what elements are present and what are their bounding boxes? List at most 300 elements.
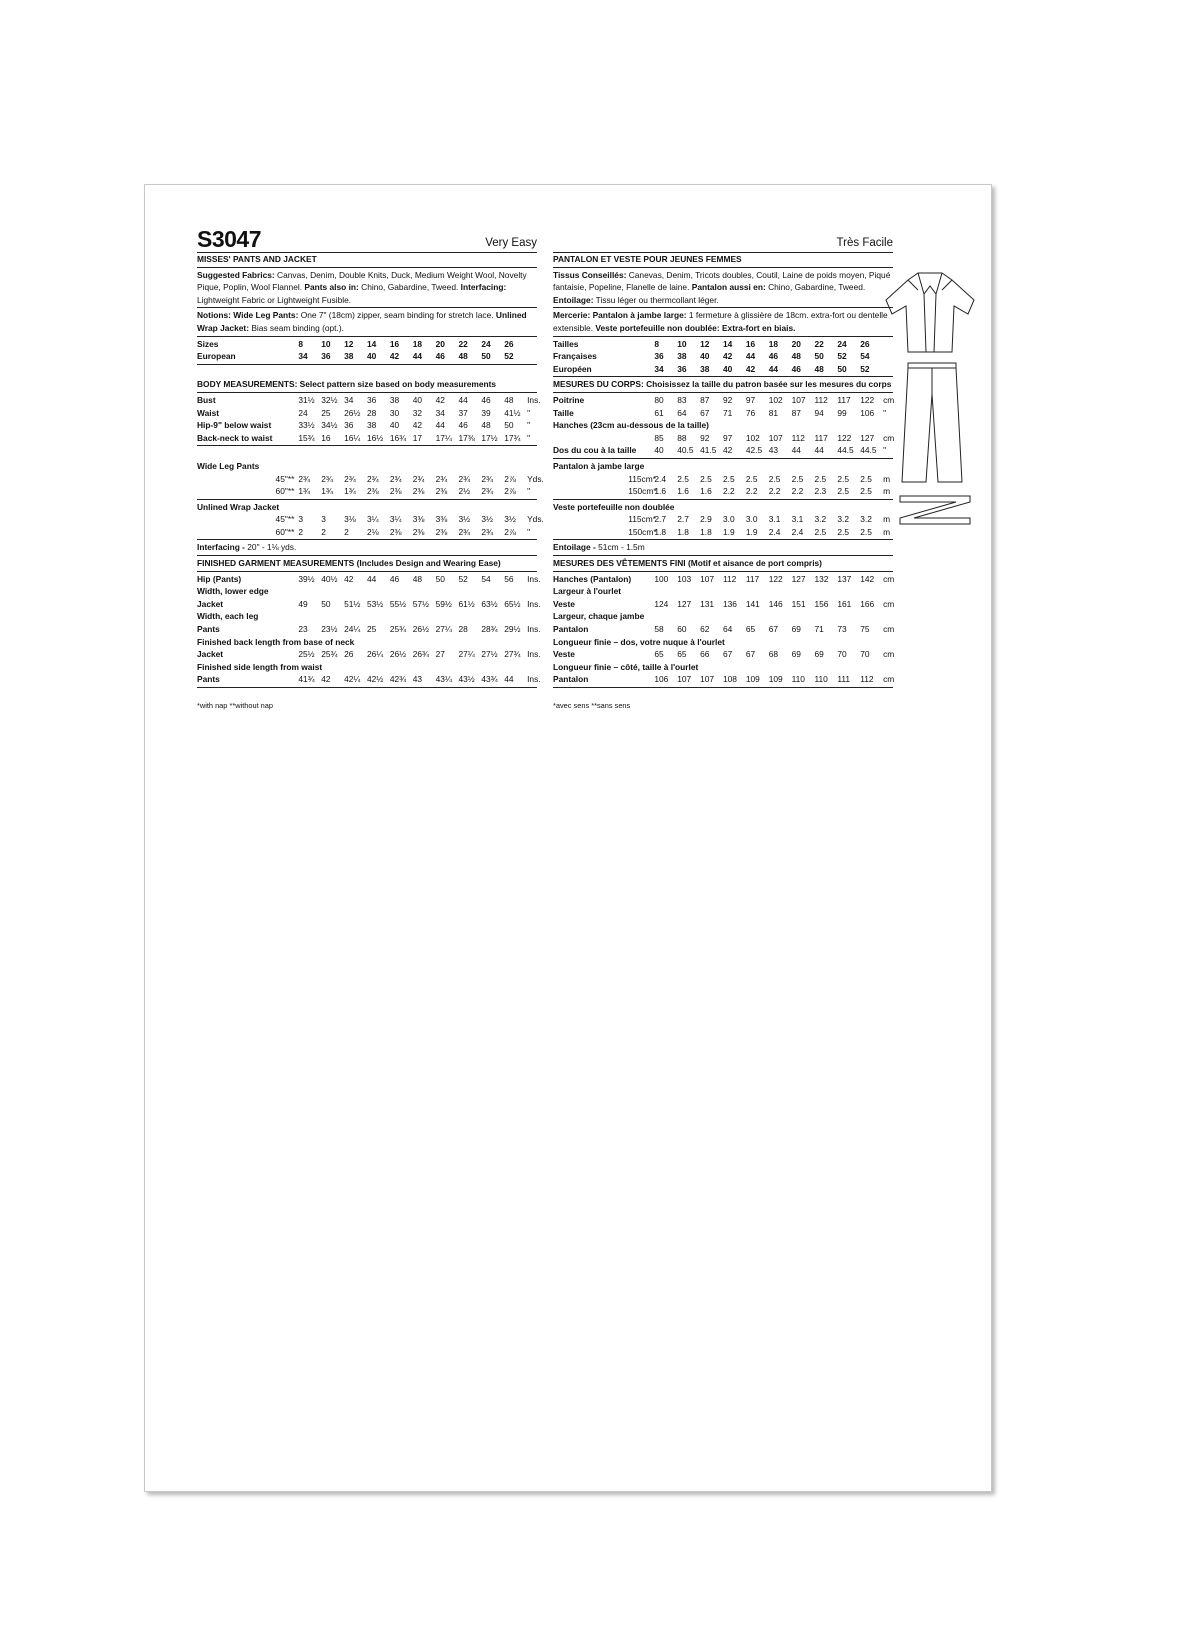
table-cell: 87: [791, 407, 801, 418]
table-row: [553, 623, 893, 636]
table-cell: ": [527, 432, 531, 443]
table-cell: 161: [837, 598, 852, 609]
table-cell: 2¾: [458, 473, 471, 484]
table-cell: [746, 610, 769, 623]
table-cell: 1.8: [677, 526, 689, 537]
table-cell: [481, 636, 504, 649]
finished-heading-en: FINISHED GARMENT MEASUREMENTS (Includes Design and Wearing Ease): [197, 558, 501, 569]
table-cell: 43¾: [481, 674, 498, 685]
table-cell: 38: [677, 351, 687, 362]
interfacing-text: Lightweight Fabric or Lightweight Fusible.: [197, 294, 352, 305]
row-label: [553, 473, 628, 486]
table-cell: [481, 661, 504, 674]
table-cell: 2¾: [298, 473, 310, 484]
table-cell: 117: [837, 394, 851, 405]
row-label: [197, 485, 272, 498]
table-cell: Ins.: [527, 394, 541, 405]
table-cell: 64: [722, 624, 733, 635]
table-cell: 43: [412, 674, 423, 685]
table-cell: [883, 585, 893, 598]
table-cell: 3.0: [722, 514, 735, 525]
table-cell: 16¾: [389, 432, 407, 443]
table-cell: 40: [700, 351, 710, 362]
table-cell: m: [883, 526, 891, 537]
table-cell: 41.5: [700, 445, 717, 456]
table-cell: [723, 610, 746, 623]
english-title-bar: [197, 225, 537, 251]
table-cell: 2.3: [814, 486, 827, 497]
table-cell: 26: [860, 338, 870, 349]
table-cell: [860, 661, 883, 674]
table-cell: [723, 636, 746, 649]
table-cell: 18: [412, 338, 423, 349]
table-cell: 34: [298, 351, 308, 362]
table-cell: 36: [677, 363, 687, 374]
table-cell: [458, 661, 481, 674]
table-cell: 26½: [389, 649, 407, 660]
belt-sketch: [900, 496, 970, 524]
table-cell: 112: [860, 674, 874, 685]
table-cell: 1¾: [298, 486, 310, 497]
table-cell: 2.5: [791, 473, 804, 484]
table-cell: 68: [768, 649, 779, 660]
table-cell: 44: [504, 674, 514, 685]
jacket-yardage-heading-fr: Veste portefeuille non doublée: [553, 501, 675, 512]
table-cell: [413, 610, 436, 623]
row-sublabel: [628, 363, 654, 376]
table-cell: 40: [654, 445, 664, 456]
table-cell: 46: [435, 351, 445, 362]
table-cell: 107: [700, 573, 715, 584]
row-sublabel: [628, 350, 654, 363]
table-cell: 16: [389, 338, 400, 349]
row-label: Hip (Pants): [197, 573, 242, 584]
table-cell: 66: [700, 649, 710, 660]
english-content: [197, 253, 544, 713]
table-cell: 50: [837, 363, 847, 374]
table-cell: 44: [768, 363, 779, 374]
table-cell: 1¾: [321, 486, 333, 497]
pants-yardage-table-fr: [553, 473, 893, 498]
table-row: [197, 338, 537, 351]
interfacing-row-label: Interfacing -: [197, 542, 245, 553]
table-cell: 3.1: [768, 514, 781, 525]
row-label: Hanches (23cm au-dessous de la taille): [553, 420, 709, 431]
table-cell: 94: [814, 407, 824, 418]
table-cell: [344, 610, 367, 623]
table-cell: 75: [860, 624, 870, 635]
row-label: Poitrine: [553, 394, 585, 405]
table-cell: 25¾: [321, 649, 338, 660]
table-cell: 17¾: [504, 432, 521, 443]
difficulty-en: Very Easy: [485, 237, 537, 249]
row-label: [197, 526, 272, 539]
table-cell: 106: [860, 407, 875, 418]
table-cell: 15¾: [298, 432, 315, 443]
sizes-table-en: [197, 338, 537, 363]
table-cell: 1.6: [677, 486, 689, 497]
table-cell: 39½: [298, 573, 315, 584]
table-cell: 111: [837, 674, 851, 685]
table-cell: 65: [745, 624, 756, 635]
table-cell: [700, 585, 723, 598]
table-cell: [769, 419, 792, 432]
interfacing-row-en: [197, 541, 537, 554]
table-cell: 1.9: [745, 526, 758, 537]
interfacing-text: Tissu léger ou thermcollant léger.: [595, 294, 719, 305]
table-cell: 50: [321, 598, 331, 609]
row-sublabel: [272, 350, 298, 363]
row-label: Taille: [553, 407, 574, 418]
table-row: [197, 673, 537, 686]
table-cell: 137: [837, 573, 852, 584]
divider: [553, 555, 893, 556]
table-cell: [792, 661, 815, 674]
table-cell: 110: [791, 674, 805, 685]
row-label: Bust: [197, 394, 216, 405]
row-sublabel: [272, 673, 298, 686]
table-cell: 69: [791, 649, 801, 660]
table-cell: 43¼: [435, 674, 452, 685]
table-cell: 102: [768, 394, 783, 405]
table-cell: 2¾: [321, 473, 333, 484]
table-cell: [390, 610, 413, 623]
table-cell: 44: [791, 445, 801, 456]
table-cell: 107: [768, 432, 783, 443]
table-row: [553, 661, 893, 674]
table-cell: 3: [298, 514, 304, 525]
row-label: Pantalon: [553, 674, 589, 685]
notions-label: Mercerie: Pantalon à jambe large:: [553, 310, 687, 321]
difficulty-fr: Très Facile: [836, 237, 893, 249]
table-cell: 42¼: [344, 674, 361, 685]
table-row: [553, 598, 893, 611]
table-cell: 49: [298, 598, 308, 609]
table-cell: 34: [435, 407, 445, 418]
table-cell: 2¾: [412, 473, 425, 484]
table-cell: 67: [700, 407, 710, 418]
notions-text: 1 fermeture à glissière de 18cm. extra-fort ou dentelle extensible.: [553, 310, 888, 333]
row-sublabel: [628, 573, 654, 586]
table-cell: cm: [883, 573, 895, 584]
fabrics-en: [197, 269, 537, 307]
pants-also-text: Chino, Gabardine, Tweed.: [768, 282, 866, 293]
body-heading-en: BODY MEASUREMENTS: Select pattern size based on body measurements: [197, 379, 497, 390]
table-cell: 25¾: [389, 624, 407, 635]
table-cell: [677, 585, 700, 598]
table-cell: 20: [791, 338, 801, 349]
table-cell: 110: [814, 674, 828, 685]
table-cell: 44: [435, 420, 445, 431]
table-cell: m: [883, 473, 891, 484]
table-cell: 132: [814, 573, 829, 584]
row-label: Largeur à l'ourlet: [553, 586, 622, 597]
interfacing-row-value: 20" - 1⅛ yds.: [247, 542, 297, 553]
table-cell: 42½: [366, 674, 384, 685]
table-cell: [860, 585, 883, 598]
table-cell: 112: [791, 432, 805, 443]
table-cell: 109: [745, 674, 760, 685]
table-cell: 43: [768, 445, 779, 456]
table-cell: cm: [883, 649, 895, 660]
row-label: [553, 432, 628, 445]
table-cell: 31½: [298, 394, 315, 405]
table-cell: 44.5: [860, 445, 877, 456]
table-cell: 48: [791, 351, 801, 362]
finished-table-en: [197, 573, 541, 686]
table-cell: 17½: [481, 432, 498, 443]
table-cell: 3.0: [745, 514, 758, 525]
divider: [197, 499, 537, 500]
table-row: [553, 585, 893, 598]
row-sublabel: [272, 338, 298, 351]
row-label: Finished side length from waist: [197, 661, 323, 672]
table-cell: 8: [298, 338, 304, 349]
row-label: Pants: [197, 674, 220, 685]
interfacing-row-label: Entoilage -: [553, 542, 596, 553]
table-cell: 2.7: [654, 514, 666, 525]
table-cell: 3½: [458, 514, 471, 525]
divider: [197, 392, 537, 393]
table-cell: 107: [791, 394, 806, 405]
table-cell: 2⅞: [504, 473, 516, 484]
table-cell: 37: [458, 407, 468, 418]
row-sublabel: 115cm*: [628, 473, 656, 484]
table-cell: 97: [745, 394, 756, 405]
pants-also-label: Pants also in:: [304, 282, 359, 293]
table-cell: [769, 636, 792, 649]
table-cell: [814, 610, 837, 623]
table-cell: 48: [458, 351, 468, 362]
table-row: [197, 623, 537, 636]
table-cell: 2⅜: [412, 526, 425, 537]
table-cell: 87: [700, 394, 710, 405]
table-cell: 51½: [344, 598, 361, 609]
table-cell: [481, 585, 504, 598]
table-cell: [814, 661, 837, 674]
divider: [553, 267, 893, 268]
row-label: [553, 485, 628, 498]
table-row: [197, 636, 537, 649]
table-cell: 141: [745, 598, 760, 609]
table-cell: 43½: [458, 674, 475, 685]
table-cell: 136: [722, 598, 737, 609]
table-cell: 127: [677, 598, 692, 609]
row-label: [197, 473, 272, 486]
jacket-notions-label: Unlined Wrap Jacket:: [197, 310, 527, 333]
table-cell: 22: [814, 338, 824, 349]
table-cell: 58: [654, 624, 664, 635]
table-cell: ": [527, 486, 531, 497]
table-cell: 42: [722, 445, 733, 456]
table-cell: [527, 636, 537, 649]
table-cell: 50: [481, 351, 491, 362]
footnote-fr: *avec sens **sans sens: [553, 701, 631, 710]
table-cell: 156: [814, 598, 829, 609]
table-cell: [654, 610, 677, 623]
table-row: [553, 485, 893, 498]
row-label: Waist: [197, 407, 220, 418]
table-cell: [390, 636, 413, 649]
row-sublabel: [628, 432, 654, 445]
table-cell: 127: [860, 432, 875, 443]
table-cell: 26¾: [412, 649, 430, 660]
divider: [553, 458, 893, 459]
table-row: [553, 363, 893, 376]
row-label: Width, lower edge: [197, 586, 269, 597]
divider: [197, 364, 537, 365]
table-cell: [367, 585, 390, 598]
row-sublabel: [628, 623, 654, 636]
table-cell: 64: [677, 407, 687, 418]
table-cell: 3⅛: [344, 514, 356, 525]
pattern-envelope-back: [144, 184, 992, 1492]
table-row: [553, 338, 893, 351]
table-cell: Yds.: [527, 514, 544, 525]
row-label: Largeur, chaque jambe: [553, 611, 645, 622]
table-row: [553, 444, 893, 457]
table-cell: 3⅜: [435, 514, 448, 525]
finished-heading-fr: MESURES DES VÊTEMENTS FINI (Motif et aisance de port compris): [553, 558, 822, 569]
row-sublabel: 150cm*: [628, 486, 657, 497]
table-cell: m: [883, 514, 891, 525]
table-cell: [527, 338, 537, 351]
table-cell: 54: [860, 351, 870, 362]
table-cell: 24¼: [344, 624, 361, 635]
table-cell: 92: [700, 432, 710, 443]
table-cell: 40: [389, 420, 400, 431]
table-cell: 10: [677, 338, 687, 349]
interfacing-label: Interfacing:: [460, 282, 507, 293]
row-sublabel: [272, 394, 298, 407]
table-cell: 36: [344, 420, 354, 431]
table-cell: [814, 419, 837, 432]
table-row: [197, 513, 537, 526]
fabrics-label: Suggested Fabrics:: [197, 269, 275, 280]
finished-table-fr: [553, 573, 893, 686]
table-cell: 122: [860, 394, 875, 405]
table-cell: 2¾: [481, 473, 493, 484]
table-row: [553, 673, 893, 686]
table-cell: 16: [745, 338, 756, 349]
divider: [553, 499, 893, 500]
table-cell: 38: [366, 420, 377, 431]
table-cell: 46: [458, 420, 468, 431]
table-cell: [367, 636, 390, 649]
body-table-fr: [553, 394, 893, 457]
table-cell: 2.5: [814, 473, 827, 484]
row-label: [553, 513, 628, 526]
table-cell: 2.2: [768, 486, 781, 497]
table-cell: 38: [344, 351, 354, 362]
table-cell: 50: [504, 420, 514, 431]
table-cell: 42: [321, 674, 331, 685]
table-cell: 2.5: [837, 473, 849, 484]
table-row: [197, 394, 537, 407]
table-cell: 55½: [389, 598, 407, 609]
table-cell: 2.5: [814, 526, 827, 537]
table-cell: 52: [504, 351, 514, 362]
jacket-notions-text: Bias seam binding (opt.).: [251, 322, 344, 333]
table-row: [553, 573, 893, 586]
row-sublabel: [272, 623, 298, 636]
table-cell: 83: [677, 394, 687, 405]
table-cell: 107: [677, 674, 692, 685]
table-cell: 28: [366, 407, 377, 418]
body-heading-fr: MESURES DU CORPS: Choisissez la taille du patron basée sur les mesures du corps: [553, 379, 892, 390]
table-cell: 26½: [344, 407, 361, 418]
table-cell: 2⅜: [389, 526, 402, 537]
table-cell: 2.4: [654, 473, 666, 484]
table-cell: [321, 661, 344, 674]
pants-also-label: Pantalon aussi en:: [691, 282, 766, 293]
table-cell: 2⅜: [366, 486, 379, 497]
table-cell: Ins.: [527, 649, 541, 660]
table-cell: 42.5: [745, 445, 763, 456]
table-cell: 2.2: [722, 486, 735, 497]
notions-en: [197, 309, 537, 334]
table-cell: 2.5: [860, 526, 872, 537]
table-row: [197, 407, 537, 420]
table-cell: [504, 585, 527, 598]
table-cell: ": [527, 407, 531, 418]
table-row: [197, 419, 537, 432]
row-sublabel: [272, 407, 298, 420]
row-label: Tailles: [553, 338, 579, 349]
row-sublabel: [628, 394, 654, 407]
table-cell: 46: [791, 363, 801, 374]
table-cell: 2.7: [677, 514, 689, 525]
divider: [197, 267, 537, 268]
row-sublabel: [628, 407, 654, 420]
table-cell: 36: [654, 351, 664, 362]
table-cell: 39: [481, 407, 491, 418]
table-cell: 70: [837, 649, 847, 660]
row-sublabel: 115cm*: [628, 514, 656, 525]
table-cell: 122: [837, 432, 852, 443]
jacket-sketch: [886, 273, 974, 352]
table-cell: 23½: [321, 624, 338, 635]
table-cell: 99: [837, 407, 847, 418]
table-cell: m: [883, 486, 891, 497]
table-cell: 73: [837, 624, 847, 635]
table-cell: 30: [389, 407, 400, 418]
table-cell: 71: [722, 407, 733, 418]
table-cell: 52: [837, 351, 847, 362]
table-cell: 46: [481, 394, 491, 405]
table-cell: 3.1: [791, 514, 804, 525]
technical-drawings: [878, 270, 978, 550]
divider: [553, 376, 893, 377]
table-row: [197, 526, 537, 539]
table-cell: [837, 661, 860, 674]
table-cell: ": [527, 526, 531, 537]
table-cell: [344, 661, 367, 674]
table-cell: cm: [883, 432, 895, 443]
table-cell: [527, 610, 537, 623]
pants-sketch: [902, 363, 962, 482]
table-cell: 27¼: [458, 649, 475, 660]
table-cell: [321, 585, 344, 598]
table-cell: 25: [321, 407, 331, 418]
table-cell: 131: [700, 598, 715, 609]
row-label: Longueur finie – côté, taille à l'ourlet: [553, 661, 699, 672]
table-cell: 2.5: [837, 526, 849, 537]
table-cell: 40: [412, 394, 423, 405]
table-cell: 80: [654, 394, 664, 405]
pattern-number: S3047: [197, 226, 262, 252]
table-cell: 20: [435, 338, 445, 349]
